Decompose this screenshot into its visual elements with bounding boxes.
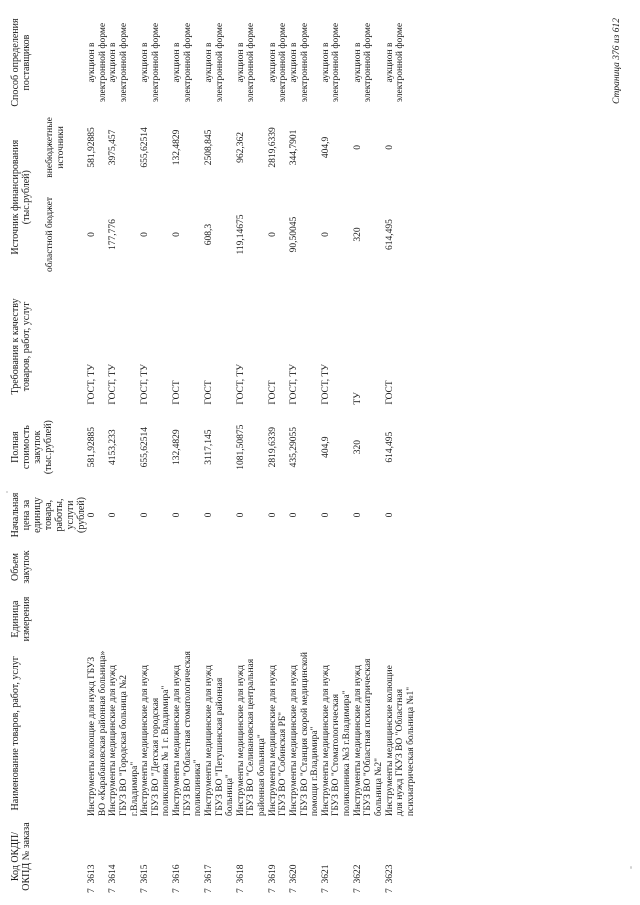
cell-unit bbox=[321, 590, 353, 649]
row-number: 3623 bbox=[384, 864, 395, 884]
header-code: Код ОКДП/ ОКПД № заказа bbox=[10, 822, 32, 891]
cell-total: 132,4829 bbox=[172, 429, 182, 465]
cell-unit-price: 0 bbox=[172, 512, 182, 518]
row-code: 7 bbox=[203, 888, 214, 893]
cell-requirements: ГОСТ, ТУ bbox=[87, 363, 97, 405]
cell-volume bbox=[353, 544, 385, 589]
table-row bbox=[108, 15, 140, 895]
cell-method: аукцион в электронной форме bbox=[87, 22, 108, 103]
cell-unit bbox=[289, 590, 321, 649]
row-code: 7 bbox=[108, 888, 119, 893]
header-method: Способ определения поставщиков bbox=[10, 18, 32, 107]
header-requirements: Требования к качеству товаров, работ, услуг bbox=[10, 298, 32, 395]
cell-requirements: ГОСТ bbox=[203, 380, 214, 405]
cell-funding-extra: 2508,845 bbox=[203, 129, 214, 166]
cell-requirements: ТУ bbox=[352, 392, 363, 405]
cell-method: аукцион в электронной форме bbox=[235, 22, 257, 103]
cell-requirements: ГОСТ, ТУ bbox=[140, 363, 151, 405]
cell-volume bbox=[385, 544, 417, 589]
table-row bbox=[353, 15, 385, 895]
cell-volume bbox=[236, 544, 268, 589]
cell-requirements: ГОСТ, ТУ bbox=[320, 363, 331, 405]
cell-total: 581,92885 bbox=[87, 426, 97, 468]
cell-unit bbox=[385, 590, 417, 649]
cell-unit bbox=[140, 590, 172, 649]
cell-total: 3117,145 bbox=[203, 429, 214, 465]
cell-funding-extra: 3975,457 bbox=[108, 129, 119, 166]
cell-code bbox=[353, 818, 385, 895]
cell-funding-regional: 320 bbox=[352, 227, 363, 242]
header-funding-extra: внебюджетные источники bbox=[45, 117, 66, 178]
cell-code bbox=[236, 818, 268, 895]
cell-unit-price: 0 bbox=[352, 512, 363, 518]
row-number: 3618 bbox=[235, 864, 246, 884]
cell-funding-extra: 581,92885 bbox=[87, 127, 97, 168]
header-unit-price: Начальная цена за единицу товара, работы, услуги (рублей) bbox=[10, 492, 87, 538]
cell-requirements: ГОСТ, ТУ bbox=[108, 363, 119, 405]
cell-funding-regional: 177,776 bbox=[108, 219, 119, 250]
row-number: 3617 bbox=[203, 864, 214, 884]
table-row bbox=[172, 15, 204, 895]
cell-funding-regional: 0 bbox=[172, 232, 182, 237]
cell-total: 655,62514 bbox=[140, 426, 151, 468]
cell-unit bbox=[353, 590, 385, 649]
row-code: 7 bbox=[288, 888, 299, 893]
row-code: 7 bbox=[140, 888, 151, 893]
procurement-table bbox=[8, 15, 416, 895]
cell-total: 320 bbox=[352, 440, 363, 455]
page-number: Страница 376 из 612 bbox=[612, 18, 622, 104]
cell-method: аукцион в электронной форме bbox=[384, 22, 406, 103]
header-funding: Источник финансирования (тыс.рублей) bbox=[10, 139, 32, 255]
table-row bbox=[321, 15, 353, 895]
cell-unit-price: 0 bbox=[87, 512, 97, 518]
row-code: 7 bbox=[384, 888, 395, 893]
header-total: Полная стоимость закупок (тыс.рублей) bbox=[10, 420, 54, 475]
cell-name: Инструменты медицинские для нужд ГБУЗ ВО "Областная психиатрическая больница №2" bbox=[352, 658, 384, 817]
table-body bbox=[87, 15, 416, 895]
cell-total: 435,29055 bbox=[288, 426, 299, 468]
cell-unit bbox=[268, 590, 289, 649]
cell-requirements: ГОСТ bbox=[267, 380, 278, 405]
cell-total: 1081,50875 bbox=[235, 424, 246, 470]
cell-unit-price: 0 bbox=[267, 512, 278, 518]
cell-method: аукцион в электронной форме bbox=[172, 22, 193, 103]
cell-volume bbox=[321, 544, 353, 589]
row-number: 3615 bbox=[140, 864, 151, 884]
cell-funding-extra: 344,7901 bbox=[288, 129, 299, 166]
cell-unit-price: 0 bbox=[140, 512, 151, 518]
row-number: 3614 bbox=[108, 864, 119, 884]
cell-name: Инструменты медицинские для нужд ГБУЗ ВО "Стоматологическая поликлиника №3 г.Владимира" bbox=[320, 664, 352, 817]
row-number: 3621 bbox=[320, 864, 331, 884]
cell-unit-price: 0 bbox=[203, 512, 214, 518]
cell-funding-regional: 90,50045 bbox=[288, 216, 299, 253]
cell-code bbox=[140, 818, 172, 895]
cell-funding-extra: 0 bbox=[384, 145, 395, 150]
cell-method: аукцион в электронной форме bbox=[140, 22, 161, 103]
table-row bbox=[236, 15, 268, 895]
table-row bbox=[268, 15, 289, 895]
row-code: 7 bbox=[352, 888, 363, 893]
cell-total: 2819,6339 bbox=[267, 426, 278, 468]
table-row bbox=[140, 15, 172, 895]
cell-funding-extra: 962,362 bbox=[235, 131, 246, 163]
cell-unit bbox=[108, 590, 140, 649]
scan-artifact bbox=[630, 866, 632, 869]
row-code: 7 bbox=[267, 888, 278, 893]
cell-total: 404,9 bbox=[320, 436, 331, 458]
cell-method: аукцион в электронной форме bbox=[288, 22, 310, 103]
cell-unit bbox=[87, 590, 108, 649]
cell-name: Инструменты медицинские для нужд ГБУЗ ВО "Детская городская поликлиника № 1 г. Владимира" bbox=[140, 664, 172, 817]
cell-requirements: ГОСТ, ТУ bbox=[235, 363, 246, 405]
header-unit: Единица измерения bbox=[10, 596, 32, 642]
cell-funding-regional: 614,495 bbox=[384, 219, 395, 250]
row-number: 3619 bbox=[267, 864, 278, 884]
cell-volume bbox=[140, 544, 172, 589]
table-row bbox=[385, 15, 417, 895]
cell-funding-extra: 655,62514 bbox=[140, 127, 151, 168]
row-code: 7 bbox=[235, 888, 246, 893]
cell-method: аукцион в электронной форме bbox=[352, 22, 374, 103]
cell-requirements: ГОСТ, ТУ bbox=[288, 363, 299, 405]
cell-name: Инструменты медицинские колющие для нужд ГКУЗ ВО "Областная психиатрическая больница №1" bbox=[384, 665, 416, 817]
row-code: 7 bbox=[87, 888, 97, 893]
cell-funding-regional: 119,14675 bbox=[235, 214, 246, 255]
cell-code bbox=[87, 818, 108, 895]
cell-code bbox=[268, 818, 289, 895]
cell-code bbox=[204, 818, 236, 895]
table-row bbox=[204, 15, 236, 895]
table-row bbox=[289, 15, 321, 895]
cell-requirements: ГОСТ bbox=[384, 380, 395, 405]
cell-unit-price: 0 bbox=[320, 512, 331, 518]
row-code: 7 bbox=[172, 888, 182, 893]
scan-artifact bbox=[14, 782, 17, 785]
cell-volume bbox=[204, 544, 236, 589]
table-row bbox=[87, 15, 108, 895]
row-number: 3620 bbox=[288, 864, 299, 884]
row-number: 3616 bbox=[172, 864, 182, 884]
table-header-row bbox=[8, 15, 45, 895]
cell-code bbox=[289, 818, 321, 895]
cell-total: 614,495 bbox=[384, 431, 395, 463]
header-funding-regional: областной бюджет bbox=[45, 196, 56, 273]
cell-name: Инструменты медицинские для нужд ГБУЗ ВО "Собинская РБ" bbox=[267, 664, 289, 817]
cell-funding-regional: 0 bbox=[87, 232, 97, 237]
cell-funding-regional: 0 bbox=[320, 232, 331, 237]
cell-requirements: ГОСТ bbox=[172, 380, 182, 405]
cell-code bbox=[172, 818, 204, 895]
cell-unit-price: 0 bbox=[108, 512, 119, 518]
cell-unit bbox=[204, 590, 236, 649]
cell-volume bbox=[108, 544, 140, 589]
row-number: 3622 bbox=[352, 864, 363, 884]
scan-artifact bbox=[6, 491, 8, 493]
cell-method: аукцион в электронной форме bbox=[108, 22, 129, 103]
cell-funding-extra: 2819,6339 bbox=[267, 127, 278, 168]
cell-unit-price: 0 bbox=[288, 512, 299, 518]
cell-funding-extra: 132,4829 bbox=[172, 129, 182, 166]
cell-name: Инструменты медицинские для нужд ГБУЗ ВО "Станция скорой медицинской помощи г.Владимира" bbox=[288, 652, 321, 817]
cell-unit bbox=[236, 590, 268, 649]
cell-code bbox=[108, 818, 140, 895]
cell-volume bbox=[289, 544, 321, 589]
cell-name: Инструменты колющие для нужд ГБУЗ ВО «Карабановская районная больница» bbox=[87, 650, 108, 817]
header-volume: Объем закупок bbox=[10, 550, 32, 584]
cell-method: аукцион в электронной форме bbox=[203, 22, 225, 103]
cell-unit bbox=[172, 590, 204, 649]
cell-funding-regional: 0 bbox=[267, 232, 278, 237]
cell-code bbox=[321, 818, 353, 895]
cell-name: Инструменты медицинские для нужд ГБУЗ ВО "Городская больница №2 г.Владимира" bbox=[108, 664, 140, 817]
cell-method: аукцион в электронной форме bbox=[320, 22, 342, 103]
cell-name: Инструменты медицинские для нужд ГБУЗ ВО "Областная стоматологическая поликлиника" bbox=[172, 651, 204, 817]
cell-name: Инструменты медицинские для нужд ГБУЗ ВО "Селивановская центральная районная больница" bbox=[235, 658, 267, 817]
cell-method: аукцион в электронной форме bbox=[267, 22, 289, 103]
header-name: Наименование товаров, работ, услуг bbox=[10, 656, 21, 811]
row-code: 7 bbox=[320, 888, 331, 893]
cell-total: 4153,233 bbox=[108, 429, 119, 465]
cell-volume bbox=[268, 544, 289, 589]
cell-funding-extra: 404,9 bbox=[320, 136, 331, 159]
cell-unit-price: 0 bbox=[235, 512, 246, 518]
cell-volume bbox=[87, 544, 108, 589]
cell-name: Инструменты медицинские для нужд ГБУЗ ВО "Петушинская районная больница" bbox=[203, 664, 236, 817]
cell-funding-regional: 0 bbox=[140, 232, 151, 237]
cell-volume bbox=[172, 544, 204, 589]
row-number: 3613 bbox=[87, 864, 97, 884]
cell-funding-regional: 608,3 bbox=[203, 223, 214, 246]
cell-funding-extra: 0 bbox=[352, 145, 363, 150]
cell-unit-price: 0 bbox=[384, 512, 395, 518]
cell-code bbox=[385, 818, 417, 895]
